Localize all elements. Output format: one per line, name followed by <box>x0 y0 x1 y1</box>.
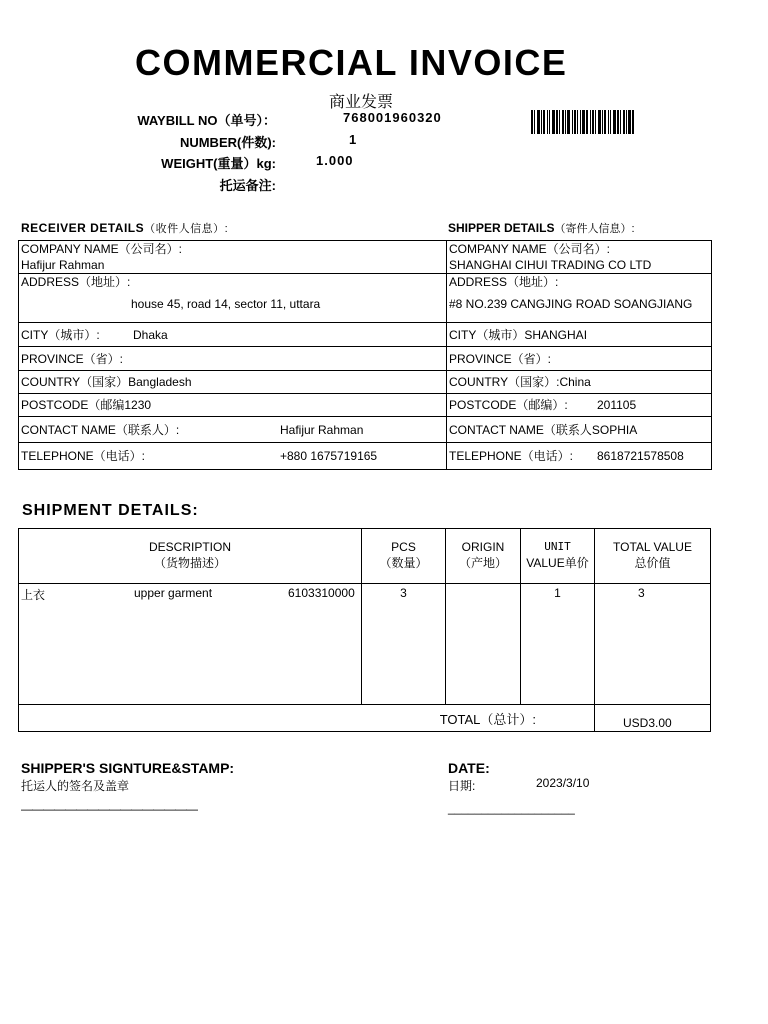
number-value: 1 <box>349 132 358 147</box>
shipper-contact-label: CONTACT NAME（联系人 <box>449 422 592 437</box>
shipper-telephone-cell <box>447 443 712 470</box>
header-unit-value <box>521 529 595 584</box>
shipper-section-label <box>448 220 635 236</box>
invoice-title: COMMERCIAL INVOICE <box>135 42 568 83</box>
shipper-address-cell <box>447 274 712 323</box>
receiver-city-label: CITY（城市）: <box>21 327 100 342</box>
header-description-cn: （货物描述） <box>153 556 226 570</box>
shipper-company-label: COMPANY NAME（公司名）: <box>449 242 610 256</box>
header-total-value <box>595 529 711 584</box>
item-total-value: 3 <box>595 584 711 705</box>
waybill-value: 768001960320 <box>343 110 442 125</box>
receiver-province-cell <box>19 347 447 371</box>
header-description <box>19 529 362 584</box>
receiver-postcode-cell <box>19 394 447 417</box>
total-label: TOTAL（总计）: <box>19 705 595 732</box>
item-name-cn: 上衣 <box>21 588 46 602</box>
receiver-section-label <box>21 220 228 236</box>
shipper-country-cell <box>447 371 712 394</box>
total-value: USD3.00 <box>595 705 711 732</box>
barcode-image <box>531 110 650 134</box>
shipper-country-label: COUNTRY（国家）: <box>449 375 560 389</box>
shipper-postcode-label: POSTCODE（邮编）: <box>449 398 568 412</box>
receiver-country-label: COUNTRY（国家） <box>21 375 129 389</box>
receiver-section-label-en: RECEIVER DETAILS <box>21 221 145 235</box>
date-label: DATE: <box>448 760 490 776</box>
invoice-subtitle-cn: 商业发票 <box>329 92 394 111</box>
weight-value: 1.000 <box>316 153 354 168</box>
date-value: 2023/3/10 <box>536 776 590 790</box>
receiver-province-label: PROVINCE（省）: <box>21 351 124 366</box>
receiver-address-value: house 45, road 14, sector 11, uttara <box>131 297 321 311</box>
shipper-address-value: #8 NO.239 CANGJING ROAD SOANGJIANG <box>449 297 693 311</box>
header-origin-cn: （产地） <box>458 556 507 570</box>
receiver-company-cell <box>19 241 447 274</box>
receiver-company-label: COMPANY NAME（公司名）: <box>21 242 182 256</box>
shipper-company-value: SHANGHAI CIHUI TRADING CO LTD <box>449 258 652 272</box>
date-label-cn: 日期: <box>448 779 476 793</box>
table-row <box>19 584 711 705</box>
header-unit-value-cn: VALUE单价 <box>526 556 589 570</box>
shipment-section-title: SHIPMENT DETAILS: <box>22 502 199 519</box>
signature-label: SHIPPER'S SIGNTURE&STAMP: <box>21 760 235 776</box>
date-line: ___________________ <box>448 801 575 815</box>
number-label: NUMBER(件数): <box>179 135 276 150</box>
total-row <box>19 705 711 732</box>
shipper-address-label: ADDRESS（地址）: <box>449 275 559 289</box>
receiver-company-value: Hafijur Rahman <box>21 258 105 272</box>
header-origin-en: ORIGIN <box>461 540 505 554</box>
receiver-contact-cell <box>19 417 447 443</box>
receiver-postcode-label: POSTCODE（邮编 <box>21 398 125 412</box>
shipper-country-value: China <box>559 375 591 389</box>
receiver-country-cell <box>19 371 447 394</box>
item-pcs: 3 <box>362 584 446 705</box>
shipper-city-value: SHANGHAI <box>524 327 588 342</box>
shipment-header-row <box>19 529 711 584</box>
item-unit-value: 1 <box>521 584 595 705</box>
header-unit-en: UNIT <box>544 540 571 553</box>
header-pcs-cn: （数量） <box>379 556 428 570</box>
remarks-label: 托运备注: <box>219 178 276 193</box>
shipper-contact-cell <box>447 417 712 443</box>
signature-label-cn: 托运人的签名及盖章 <box>21 779 130 793</box>
header-total-cn: 总价值 <box>634 556 671 570</box>
shipper-city-cell <box>447 323 712 347</box>
shipper-contact-value: SOPHIA <box>591 422 638 437</box>
header-pcs-en: PCS <box>391 540 416 554</box>
header-pcs <box>362 529 446 584</box>
shipper-city-label: CITY（城市） <box>449 327 525 342</box>
waybill-label: WAYBILL NO（单号）： <box>137 113 276 128</box>
item-description-cell <box>19 584 362 705</box>
shipper-section-label-cn: （寄件人信息）: <box>554 223 635 235</box>
receiver-city-cell <box>19 323 447 347</box>
header-description-en: DESCRIPTION <box>148 540 231 554</box>
shipper-province-cell <box>447 347 712 371</box>
receiver-address-label: ADDRESS（地址）: <box>21 275 131 289</box>
receiver-telephone-value: +880 1675719165 <box>280 449 378 463</box>
receiver-address-cell <box>19 274 447 323</box>
item-name-en: upper garment <box>134 586 213 600</box>
receiver-telephone-cell <box>19 443 447 470</box>
receiver-postcode-value: 1230 <box>124 398 152 412</box>
receiver-city-value: Dhaka <box>133 327 168 342</box>
shipper-telephone-value: 8618721578508 <box>597 449 684 463</box>
shipment-table <box>18 528 711 732</box>
shipper-province-label: PROVINCE（省）: <box>449 351 552 366</box>
signature-line: ———————————————— <box>21 802 197 816</box>
shipper-postcode-value: 201105 <box>597 398 637 412</box>
shipper-postcode-cell <box>447 394 712 417</box>
shipper-section-label-en: SHIPPER DETAILS <box>448 221 555 235</box>
details-table <box>18 240 712 470</box>
header-origin <box>446 529 521 584</box>
receiver-contact-label: CONTACT NAME（联系人）: <box>21 422 180 437</box>
weight-label: WEIGHT(重量）kg: <box>161 156 276 171</box>
header-total-en: TOTAL VALUE <box>613 540 692 554</box>
item-hs-code: 6103310000 <box>288 586 355 600</box>
receiver-section-label-cn: （收件人信息）: <box>144 223 229 235</box>
shipper-company-cell <box>447 241 712 274</box>
receiver-country-value: Bangladesh <box>128 375 192 389</box>
shipper-telephone-label: TELEPHONE（电话）: <box>449 449 574 463</box>
receiver-contact-value: Hafijur Rahman <box>280 422 364 437</box>
receiver-telephone-label: TELEPHONE（电话）: <box>21 449 146 463</box>
item-origin <box>446 584 521 705</box>
